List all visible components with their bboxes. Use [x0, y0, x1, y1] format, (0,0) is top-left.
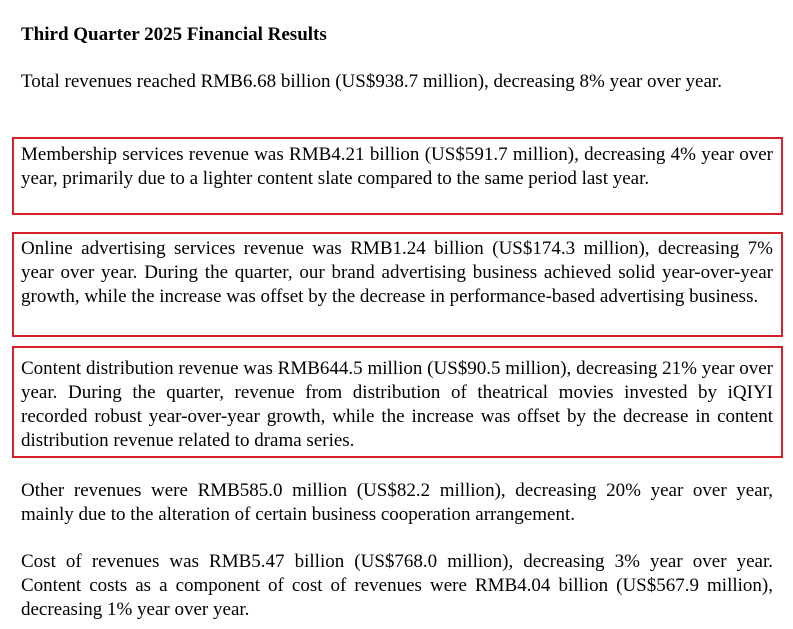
- paragraph-total-revenues: Total revenues reached RMB6.68 billion (US$938.7 million), decreasing 8% year over year.: [21, 71, 722, 92]
- paragraph-other-revenues: Other revenues were RMB585.0 million (US$82.2 million), decreasing 20% year over year, mainly due to the alteration of certain business cooperation arrangement.: [21, 480, 773, 525]
- paragraph-membership-revenue: Membership services revenue was RMB4.21 billion (US$591.7 million), decreasing 4% year over year, primarily due to a lighter content slate compared to the same period last year.: [21, 144, 773, 189]
- paragraph-cost-of-revenues: Cost of revenues was RMB5.47 billion (US$768.0 million), decreasing 3% year over year. Content costs as a component of cost of revenues were RMB4.04 billion (US$567.9 million), decreasing 1% year over year.: [21, 551, 773, 620]
- section-heading: Third Quarter 2025 Financial Results: [21, 24, 327, 45]
- paragraph-content-distribution-revenue: Content distribution revenue was RMB644.5 million (US$90.5 million), decreasing 21% year over year. During the quarter, revenue from distribution of theatrical movies invested by iQIYI recorded robust year-over-year growth, while the increase was offset by the decrease in content distribution revenue related to drama series.: [21, 358, 773, 451]
- paragraph-online-advertising-revenue: Online advertising services revenue was RMB1.24 billion (US$174.3 million), decreasing 7% year over year. During the quarter, our brand advertising business achieved solid year-over-year growth, while the increase was offset by the decrease in performance-based advertising business.: [21, 238, 773, 307]
